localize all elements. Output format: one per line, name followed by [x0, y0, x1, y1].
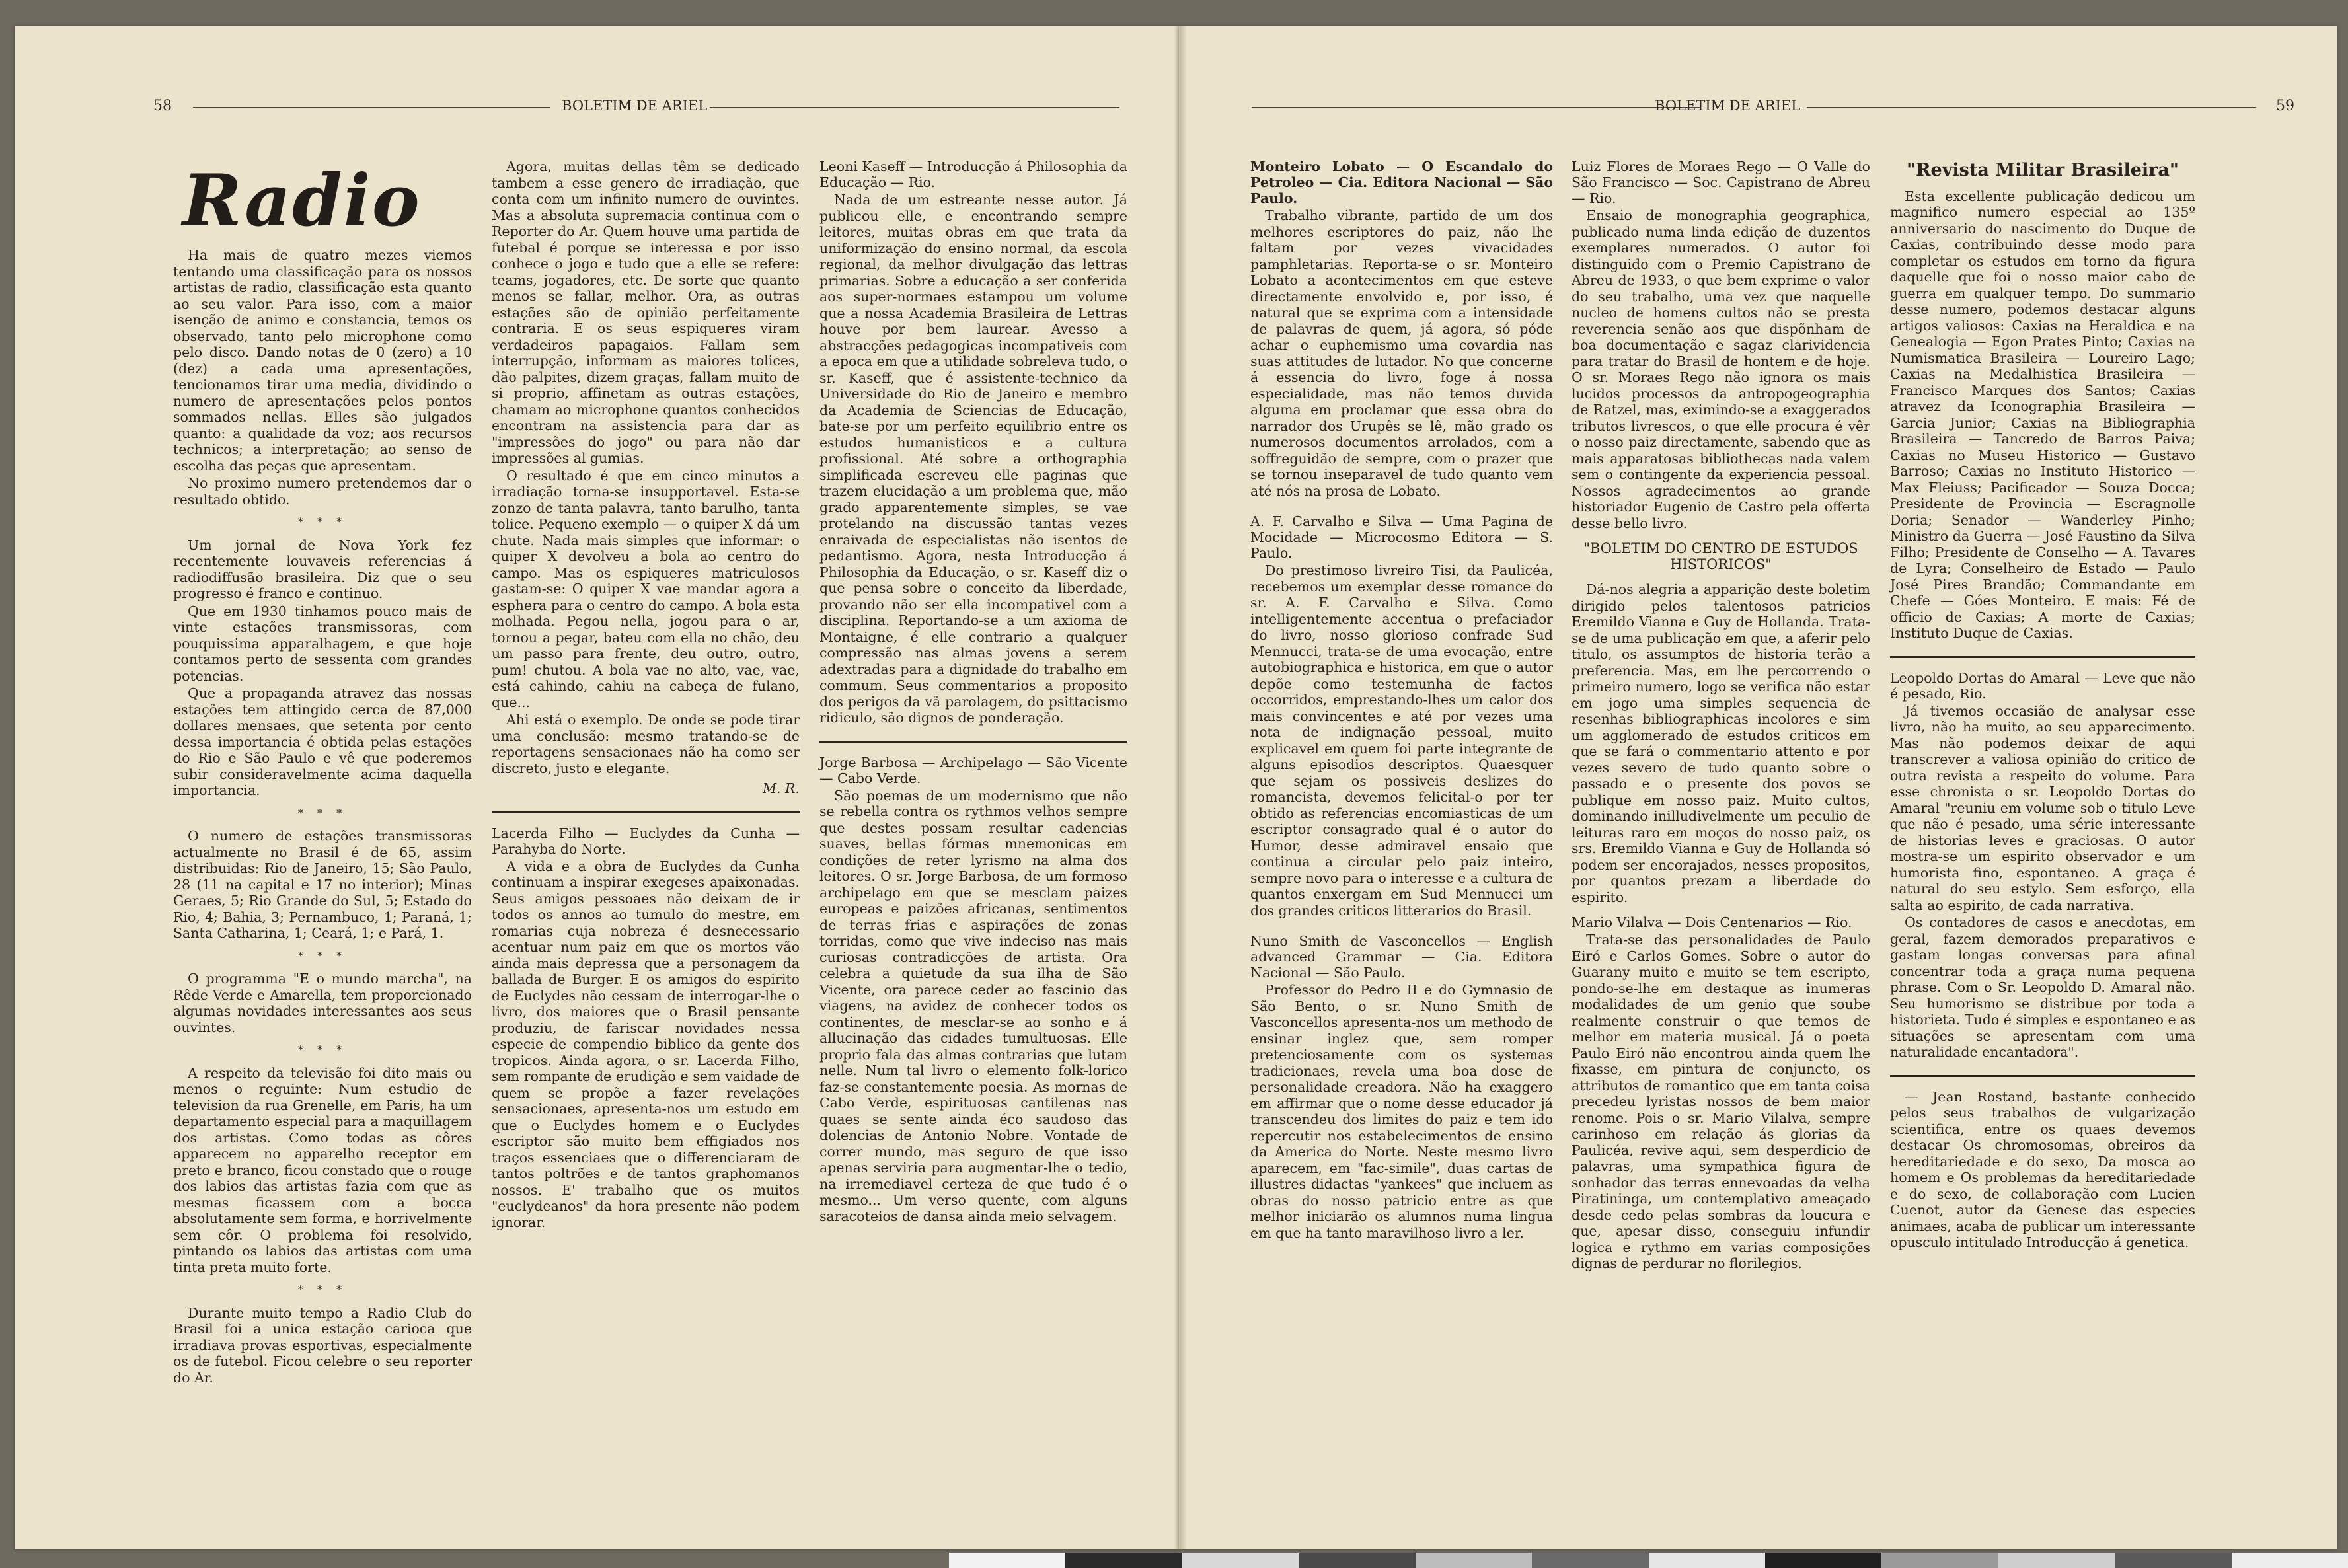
paragraph: — Jean Rostand, bastante conhecido pelos seus trabalhos de vulgarização scientifica, entre os quaes devemos destacar Os chromosomas, obreiros da hereditariedade e do sexo, Da mosca ao homem e Os problemas da hereditariedade e do sexo, de collaboração com Lucien Cuenot, autor da Genese das especies animaes, acaba de publicar um interessante opusculo intitulado Introducção á genetica. — [1890, 1088, 2195, 1250]
color-calibration-strip — [949, 1553, 2348, 1568]
paragraph: O programma "E o mundo marcha", na Rêde Verde e Amarella, tem proporcionado algumas novidades interessantes aos seus ouvintes. — [173, 971, 472, 1035]
paragraph: Nada de um estreante nesse autor. Já publicou elle, e encontrando sempre leitores, muitas obras em que trata da uniformização do ensino normal, da escola regional, da melhor divulgação das lettras primarias. Sobre a educação a ser conferida aos super-normaes estampou um volume que a nossa Academia Brasileira de Lettras houve por bem laurear. Avesso a abstracções pedagogicas incompativeis com a epoca em que a utilidade sobreleva tudo, o sr. Kaseff, que é assistente-technico da Universidade do Rio de Janeiro e membro da Academia de Sciencias de Educação, bate-se por um perfeito equilibrio entre os estudos humanisticos e a cultura profissional. Até sobre a orthographia simplificada escreveu elle paginas que trazem elucidação a um problema que, mão grado apparentemente simples, se vae protelando na discussão tantas vezes enraivada de especialistas não isentos de pedantismo. Agora, nesta Introducção á Philosophia da Educação, o sr. Kaseff diz o que pensa sobre o conceito da liberdade, provando não ser ella incompativel com a disciplina. Reportando-se a um axioma de Montaigne, é elle contrario a qualquer compressão nas almas jovens a serem adextradas para a dignidade do trabalho em commum. Seus commentarios a proposito dos perigos da vã parolagem, do psittacismo ridiculo, são dignos de ponderação. — [819, 192, 1127, 726]
calibration-swatch — [949, 1553, 1065, 1568]
review-heading: Nuno Smith de Vasconcellos — English advanced Grammar — Cia. Editora Nacional — São Paulo. — [1250, 933, 1553, 981]
paragraph: Agora, muitas dellas têm se dedicado tambem a esse genero de irradiação, que conta com um infinito numero de ouvintes. Mas a absoluta supremacia continua com o Reporter do Ar. Quem houve uma partida de futebal é porque se interessa e por isso conhece o jogo e tudo que a elle se refere: teams, jogadores, etc. De sorte que quanto menos se fallar, melhor. Ora, as outras estações são de opinião perfeitamente contraria. E os seus espiqueres viram verdadeiros papagaios. Fallam sem interrupção, informam as maiores tolices, dão palpites, dizem graças, fallam muito de si proprio, affinetam as outras estações, chamam ao microphone quantos conhecidos encontram na assistencia para dar as "impressões do jogo" ou para não dar impressões al gumias. — [492, 159, 800, 466]
calibration-swatch — [1532, 1553, 1648, 1568]
review-heading: Leopoldo Dortas do Amaral — Leve que não é pesado, Rio. — [1890, 669, 2195, 702]
section-separator: * * * — [297, 1043, 348, 1056]
review-heading: Monteiro Lobato — O Escandalo do Petroleo — Cia. Editora Nacional — São Paulo. — [1250, 159, 1553, 206]
calibration-swatch — [1765, 1553, 1881, 1568]
section-rule — [1890, 1075, 2195, 1077]
left-page — [15, 26, 1179, 1549]
calibration-swatch — [1416, 1553, 1532, 1568]
header-rule-left-b — [710, 107, 1119, 108]
calibration-swatch — [2115, 1553, 2231, 1568]
right-page — [1179, 26, 2337, 1549]
paragraph: A respeito da televisão foi dito mais ou menos o reguinte: Num estudio de television da rua Grenelle, em Paris, ha um departamento especial para a maquillagem dos artistas. Como todas as côres apparecem no apparelho receptor em preto e branco, ficou constado que o rouge dos labios das artistas fazia com que as mesmas ficassem com a bocca absolutamente sem forma, e horrivelmente sem côr. O problema foi resolvido, pintando os labios das artistas com uma tinta preta muito forte. — [173, 1064, 472, 1275]
left-col-1 — [173, 159, 472, 1387]
right-col-3 — [1890, 159, 2195, 1252]
paragraph: Trabalho vibrante, partido de um dos melhores escriptores do paiz, não lhe faltam por vezes vivacidades pamphletarias. Reporta-se o sr. Monteiro Lobato a acontecimentos em que esteve directamente envolvido e, por isso, é natural que se exprima com a intensidade de palavras de quem, já agora, só póde achar o euphemismo uma covardia nas suas attitudes de lutador. No que concerne á essencia do livro, foge á nossa especialidade, mas não temos duvida alguma em proclamar que essa obra do narrador dos Urupês se lê, mão grado os numerosos documentos arrolados, com a soffreguidão de sempre, com o prazer que se tornou inseparavel de tudo quanto vem até nós na prosa de Lobato. — [1250, 207, 1553, 499]
paragraph: Professor do Pedro II e do Gymnasio de São Bento, o sr. Nuno Smith de Vasconcellos apresenta-nos um methodo de ensinar inglez que, sem romper pretenciosamente com os systemas tradicionaes, revela uma boa dose de personalidade creadora. Não ha exaggero em affirmar que o nome desse educador já transcendeu dos limites do paiz e tem ido repercutir nos estabelecimentos de ensino da America do Norte. Neste mesmo livro aparecem, em "fac-simile", duas cartas de illustres didactas "yankees" que incluem as obras do nosso patricio entre as que melhor iniciarão os alumnos numa lingua em que ha tanto maravilhoso livro a ler. — [1250, 982, 1553, 1241]
calibration-swatch — [2232, 1553, 2348, 1568]
review-heading: Lacerda Filho — Euclydes da Cunha — Parahyba do Norte. — [492, 825, 800, 857]
paragraph: São poemas de um modernismo que não se rebella contra os rythmos velhos sempre que destes possam resultar cadencias suaves, bellas fórmas mnemonicas em condições de reter lyrismo na alma dos leitores. O sr. Jorge Barbosa, de um formoso archipelago em que se mesclam paizes europeas e paizões africanas, sentimentos de terras frias e aspirações de zonas torridas, como que vive indeciso nas mais curiosas contradicções de artista. Ora celebra a quietude da sua ilha de São Vicente, ora parece ceder ao fascinio das viagens, na avidez de conhecer todos os continentes, de mesclar-se ao sonho e á allucinação das cidades tumultuosas. Elle proprio fala das almas contrarias que lutam nelle. Num tal livro o elemento folk-lorico faz-se constantemente poesia. As mornas de Cabo Verde, espirituosas cantilenas nas quaes se sente ainda éco saudoso das dolencias de Antonio Nobre. Vontade de correr mundo, mas seguro de que isso apenas serviria para augmentar-lhe o tedio, na irremediavel certeza de que tudo é o mesmo... Um verso quente, com alguns saracoteios de dansa ainda meio selvagem. — [819, 787, 1127, 1224]
paragraph: Esta excellente publicação dedicou um magnifico numero especial ao 135º anniversario do nascimento do Duque de Caxias, contribuindo desse modo para completar os estudos em torno da figura daquelle que foi o nosso maior cabo de guerra em qualquer tempo. Do summario desse numero, podemos destacar alguns artigos valiosos: Caxias na Heraldica e na Genealogia — Egon Prates Pinto; Caxias na Numismatica Brasileira — Loureiro Lago; Caxias na Medalhistica Brasileira — Francisco Marques dos Santos; Caxias atravez da Iconographia Brasileira — Garcia Junior; Caxias na Bibliographia Brasileira — Tancredo de Barros Paiva; Caxias no Museu Historico — Gustavo Barroso; Caxias no Instituto Historico — Max Fleiuss; Pacificador — Souza Docca; Presidente de Provincia — Escragnolle Doria; Senador — Wanderley Pinho; Ministro da Guerra — José Faustino da Silva Filho; Presidente de Conselho — A. Tavares de Lyra; Conselheiro de Estado — Paulo José Pires Brandão; Commandante em Chefe — Góes Monteiro. E mais: Fé de officio de Caxias; A morte de Caxias; Instituto Duque de Caxias. — [1890, 188, 2195, 641]
bulletin-title: "BOLETIM DO CENTRO DE ESTUDOS HISTORICOS" — [1583, 541, 1858, 572]
page-number-right: 59 — [2276, 98, 2294, 114]
paragraph: Durante muito tempo a Radio Club do Brasil foi a unica estação carioca que irradiava provas esportivas, especialmente os de futebol. Ficou celebre o seu reporter do Ar. — [173, 1304, 472, 1386]
calibration-swatch — [1182, 1553, 1299, 1568]
header-rule-right-a — [1252, 107, 1701, 108]
paragraph: Os contadores de casos e anecdotas, em geral, fazem demorados preparativos e gastam longas conversas para afinal concentrar toda a graça numa pequena phrase. Com o Sr. Leopoldo D. Amaral não. Seu humorismo se distribue por toda a historieta. Tudo é simples e espontaneo e as situações se apresentam com uma naturalidade encantadora". — [1890, 915, 2195, 1060]
page-gutter — [1174, 26, 1187, 1549]
paragraph: Dá-nos alegria a apparição deste boletim dirigido pelos talentosos patricios Eremildo Vianna e Guy de Hollanda. Trata-se de uma publicação em que, a aferir pelo titulo, os assumptos de historia terão a preferencia. Mas, em lhe percorrendo o primeiro numero, logo se verifica não estar em jogo uma simples sequencia de resenhas bibliographicas incolores e sim um agglomerado de estudos criticos em que se fará o commentario attento e por vezes severo de tudo quanto sobre o passado e o presente dos povos se publique em nosso paiz. Muito cultos, dominando inilludivelmente um peculio de leituras raro em moços do nosso paiz, os srs. Eremildo Vianna e Guy de Hollanda só podem ser encorajados, nesses propositos, por quantos prezam a liberdade do espirito. — [1572, 581, 1870, 905]
header-rule-left-a — [193, 107, 550, 108]
paragraph: Ensaio de monographia geographica, publicado numa linda edição de duzentos exemplares numerados. O autor foi distinguido com o Premio Capistrano de Abreu de 1933, o que bem exprime o valor do seu trabalho, uma vez que naquelle nucleo de homens cultos não se presta reverencia senão aos que dispõnham de boa documentação e sagaz clarividencia para tratar do Brasil de hontem e de hoje. O sr. Moraes Rego não ignora os mais lucidos processos da antropogeographia de Ratzel, mas, eximindo-se a exaggerados tributos livrescos, o que elle procura é vêr o nosso paiz directamente, sabendo que as mais apparatosas bibliothecas nada valem sem o contingente da experiencia pessoal. Nossos agradecimentos ao grande historiador Eugenio de Castro pela offerta desse bello livro. — [1572, 207, 1870, 531]
paragraph: Já tivemos occasião de analysar esse livro, não ha muito, ao seu apparecimento. Mas não podemos deixar de aqui transcrever a valiosa opinião do critico de outra revista a respeito do volume. Para esse chronista o sr. Leopoldo Dortas do Amaral "reuniu em volume sob o titulo Leve que não é pesado, uma série interessante de historias leves e graciosas. O autor mostra-se um espirito observador e um humorista fino, espontaneo. A graça é natural do seu estylo. Sem esforço, ella salta ao espirito, de cada narrativa. — [1890, 702, 2195, 913]
paragraph: Ahi está o exemplo. De onde se pode tirar uma conclusão: mesmo tratando-se de reportagens sensacionaes não ha como ser discreto, justo e elegante. — [492, 712, 800, 776]
calibration-swatch — [1299, 1553, 1415, 1568]
paragraph: O numero de estações transmissoras actualmente no Brasil é de 65, assim distribuidas: Rio de Janeiro, 15; São Paulo, 28 (11 na capital e 17 no interior); Minas Geraes, 5; Rio Grande do Sul, 5; Estado do Rio, 4; Bahia, 3; Pernambuco, 1; Paraná, 1; Santa Catharina, 1; Ceará, 1; e Pará, 1. — [173, 828, 472, 941]
left-col-3 — [819, 159, 1127, 1226]
running-head-right: BOLETIM DE ARIEL — [1655, 98, 1801, 114]
author-signature: M. R. — [763, 780, 800, 796]
paragraph: Ha mais de quatro mezes viemos tentando uma classificação para os nossos artistas de radio, classificação esta quanto ao seu valor. Para isso, com a maior isenção de animo e constancia, temos os observado, tanto pelo microphone como pelo disco. Dando notas de 0 (zero) a 10 (dez) a cada uma apresentações, tencionamos tirar uma media, dividindo o numero de apresentações pelos pontos sommados nellas. Elles são julgados quanto: a qualidade da voz; aos recursos technicos; a interpretação; ao senso de escolha das peças que apresentam. — [173, 247, 472, 474]
review-heading: Jorge Barbosa — Archipelago — São Vicente — Cabo Verde. — [819, 754, 1127, 786]
paragraph: Trata-se das personalidades de Paulo Eiró e Carlos Gomes. Sobre o autor do Guarany muito e muito se tem escripto, pondo-se-lhe em destaque as inumeras modalidades de um genio que soube realmente construir o que temos de melhor em materia musical. Já o poeta Paulo Eiró não encontrou ainda quem lhe fixasse, em pintura de conjuncto, os attributos de romantico que em tanta coisa precedeu lyristas nossos de bem maior renome. Pois o sr. Mario Vilalva, sempre carinhoso em relação ás glorias da Paulicéa, revive aqui, sem desperdicio de palavras, uma sympathica figura de sonhador das terras ennevoadas da velha Piratininga, um contemplativo ameaçado desde cedo pelas sombras da loucura e que, apesar disso, conseguiu infundir logica e rythmo em varias composições dignas de perdurar no florilegios. — [1572, 932, 1870, 1271]
review-heading: A. F. Carvalho e Silva — Uma Pagina de Mocidade — Microcosmo Editora — S. Paulo. — [1250, 513, 1553, 561]
section-separator: * * * — [297, 806, 348, 819]
paragraph: Que a propaganda atravez das nossas estações tem attingido cerca de 87,000 dollares mensaes, que setenta por cento dessa importancia é obtida pelas estações do Rio e São Paulo e vê que poderemos subir consideravelmente acima daquella importancia. — [173, 685, 472, 798]
paragraph: Do prestimoso livreiro Tisi, da Paulicéa, recebemos um exemplar desse romance do sr. A. F. Carvalho e Silva. Como intelligentemente accentua o prefaciador do livro, nosso glorioso confrade Sud Mennucci, trata-se de uma evocação, entre autobiographica e historica, em que o autor depõe como testemunha de factos occorridos, emprestando-lhes um calor dos mais convincentes e até por vezes uma nota de indignação pessoal, muito explicavel em quem foi parte integrante de alguns episodios descriptos. Quaesquer que sejam os possiveis deslizes do romancista, devemos felicital-o por ter obtido as referencias encomiasticas de um escriptor consagrado qual é o autor do Humor, desse admiravel ensaio que continua a circular pelo paiz inteiro, sempre novo para o interesse e a cultura de quantos enxergam em Sud Mennucci um dos grandes criticos litterarios do Brasil. — [1250, 562, 1553, 918]
right-col-2 — [1572, 159, 1870, 1273]
revista-title: "Revista Militar Brasileira" — [1907, 160, 2179, 180]
paragraph: A vida e a obra de Euclydes da Cunha continuam a inspirar exegeses apaixonadas. Seus amigos pessoaes não deixam de ir todos os annos ao tumulo do mestre, em romarias cuja nobreza é desnecessario acentuar num paiz em que os mortos vão ainda mais depressa que a personagem da ballada de Burger. E os amigos do espirito de Euclydes não cessam de interrogar-lhe o livro, dos maiores que o Brasil pensante produziu, de fariscar novidades nessa especie de compendio biblico da gente dos tropicos. Ainda agora, o sr. Lacerda Filho, sem rompante de erudição e sem vaidade de quem se propõe a fazer revelações sensacionaes, apresenta-nos um estudo em que o Euclydes homem e o Euclydes escriptor são muito bem effigiados nos traços essenciaes que o differenciaram de tantos poltrões e de tantos graphomanos nossos. E' trabalho que os muitos "euclydeanos" da hora presente não podem ignorar. — [492, 858, 800, 1230]
section-rule — [492, 811, 800, 813]
page-number-left: 58 — [153, 98, 172, 114]
review-heading: Luiz Flores de Moraes Rego — O Valle do São Francisco — Soc. Capistrano de Abreu — Rio. — [1572, 159, 1870, 206]
section-separator: * * * — [297, 515, 348, 528]
review-heading: Leoni Kaseff — Introducção á Philosophia da Educação — Rio. — [819, 159, 1127, 190]
paragraph: O resultado é que em cinco minutos a irradiação torna-se insupportavel. Esta-se zonzo de tanta palavra, tanto barulho, tanta tolice. Pequeno exemplo — o quiper X dá um chute. Nada mais simples que informar: o quiper X devolveu a bola ao centro do campo. Mas os espiqueres matriculosos gastam-se: O quiper X vae mandar agora a esphera para o centro do campo. A bola esta molhada. Pegou nella, jogou para o ar, tornou a pegar, bateu com ella no chão, deu um passo para frente, deu outro, outro, pum! chutou. A bola vae no alto, vae, vae, está cahindo, cahiu na cabeça de fulano, que... — [492, 467, 800, 710]
section-separator: * * * — [297, 1283, 348, 1296]
section-rule — [1890, 656, 2195, 658]
running-head-left: BOLETIM DE ARIEL — [562, 98, 708, 114]
calibration-swatch — [1881, 1553, 1998, 1568]
calibration-swatch — [1649, 1553, 1765, 1568]
section-separator: * * * — [297, 949, 348, 962]
left-col-2 — [492, 159, 800, 1232]
paragraph: Que em 1930 tinhamos pouco mais de vinte estações transmissoras, com pouquissima apparalhagem, e que hoje contamos perto de sessenta com grandes potencias. — [173, 603, 472, 684]
paragraph: No proximo numero pretendemos dar o resultado obtido. — [173, 475, 472, 507]
calibration-swatch — [1998, 1553, 2115, 1568]
section-rule — [819, 741, 1127, 743]
review-heading: Mario Vilalva — Dois Centenarios — Rio. — [1572, 915, 1852, 930]
header-rule-right-b — [1807, 107, 2256, 108]
right-col-1 — [1250, 159, 1553, 1242]
calibration-swatch — [1065, 1553, 1182, 1568]
paragraph: Um jornal de Nova York fez recentemente louvaveis referencias á radiodiffusão brasileira. Diz que o seu progresso é franco e continuo. — [173, 537, 472, 601]
section-title-radio: Radio — [182, 159, 421, 243]
radio-news — [173, 247, 472, 1386]
